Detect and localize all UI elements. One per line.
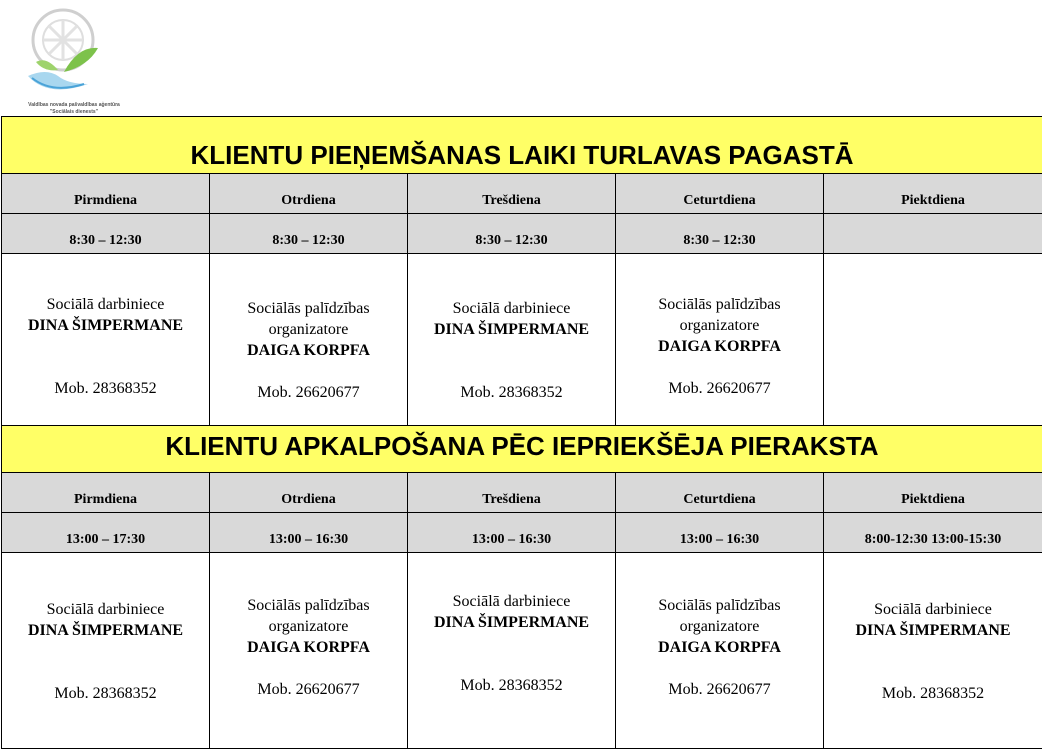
section1-day-cell <box>824 174 1042 213</box>
staff-cell <box>616 254 824 425</box>
staff-phone: Mob. 28368352 <box>460 677 563 694</box>
time-label: 13:00 – 16:30 <box>268 532 349 547</box>
staff-phone: Mob. 26620677 <box>257 681 360 698</box>
time-label: 8:00-12:30 13:00-15:30 <box>864 532 1002 547</box>
day-label: Trešdiena <box>482 193 541 208</box>
section1-day-cell <box>210 174 408 213</box>
section2-time-cell <box>2 513 210 552</box>
staff-name: DAIGA KORPFA <box>658 639 781 656</box>
staff-role-cont: organizatore <box>268 321 349 338</box>
section2-time-cell <box>408 513 616 552</box>
staff-name: DINA ŠIMPERMANE <box>27 317 184 334</box>
section1-times-row <box>2 213 1042 253</box>
staff-cell <box>408 553 616 748</box>
staff-name: DAIGA KORPFA <box>658 338 781 355</box>
logo-emblem-icon <box>18 6 122 102</box>
staff-phone: Mob. 26620677 <box>257 384 360 401</box>
staff-name: DINA ŠIMPERMANE <box>433 321 590 338</box>
logo-caption-line2: "Sociālais dienests" <box>49 109 99 115</box>
staff-role-cont: organizatore <box>679 317 760 334</box>
section1-time-cell <box>616 214 824 253</box>
staff-cell <box>210 254 408 425</box>
agency-logo <box>18 6 122 114</box>
staff-role: Sociālā darbiniece <box>874 601 992 618</box>
section2-title-band <box>2 425 1042 472</box>
staff-cell <box>210 553 408 748</box>
staff-role: Sociālā darbiniece <box>452 300 571 317</box>
section2-time-cell <box>824 513 1042 552</box>
staff-phone: Mob. 26620677 <box>668 681 771 698</box>
section2-days-row <box>2 472 1042 512</box>
staff-role: Sociālā darbiniece <box>46 601 165 618</box>
section1-time-cell <box>210 214 408 253</box>
section2-day-cell <box>2 473 210 512</box>
day-label: Ceturtdiena <box>683 193 756 208</box>
section1-title-band <box>2 116 1042 173</box>
staff-phone: Mob. 28368352 <box>460 384 563 401</box>
staff-phone: Mob. 26620677 <box>668 380 771 397</box>
staff-cell <box>2 553 210 748</box>
time-label: 13:00 – 16:30 <box>679 532 760 547</box>
time-label: 8:30 – 12:30 <box>475 233 548 248</box>
staff-cell-empty <box>824 254 1042 425</box>
staff-role: Sociālās palīdzības <box>247 597 370 614</box>
day-label: Otrdiena <box>281 492 336 507</box>
day-label: Otrdiena <box>281 193 336 208</box>
staff-role: Sociālā darbiniece <box>452 593 571 610</box>
section1-day-cell <box>616 174 824 213</box>
staff-phone: Mob. 28368352 <box>54 685 157 702</box>
day-label: Piektdiena <box>901 492 965 507</box>
section1-days-row <box>2 173 1042 213</box>
section2-staff-row <box>2 552 1042 748</box>
section2-time-cell <box>210 513 408 552</box>
staff-cell <box>2 254 210 425</box>
staff-name: DINA ŠIMPERMANE <box>433 614 590 631</box>
day-label: Pirmdiena <box>74 492 137 507</box>
staff-role: Sociālās palīdzības <box>658 296 781 313</box>
staff-name: DAIGA KORPFA <box>247 639 370 656</box>
day-label: Piektdiena <box>901 193 965 208</box>
staff-name: DINA ŠIMPERMANE <box>855 622 1011 639</box>
day-label: Ceturtdiena <box>683 492 756 507</box>
section2-times-row <box>2 512 1042 552</box>
section2-day-cell <box>616 473 824 512</box>
staff-phone: Mob. 28368352 <box>54 380 157 397</box>
staff-role: Sociālās palīdzības <box>658 597 781 614</box>
time-label: 8:30 – 12:30 <box>683 233 756 248</box>
section2-day-cell <box>408 473 616 512</box>
section1-day-cell <box>408 174 616 213</box>
time-label: 13:00 – 16:30 <box>471 532 552 547</box>
staff-name: DINA ŠIMPERMANE <box>27 622 184 639</box>
staff-role-cont: organizatore <box>679 618 760 635</box>
section1-staff-row <box>2 253 1042 425</box>
day-label: Trešdiena <box>482 492 541 507</box>
section2-day-cell <box>210 473 408 512</box>
time-label: 8:30 – 12:30 <box>272 233 345 248</box>
logo-caption-line1: Valdības novada pašvaldības aģentūra <box>28 102 120 108</box>
day-label: Pirmdiena <box>74 193 137 208</box>
section1-time-cell <box>2 214 210 253</box>
schedule-table <box>1 116 1042 749</box>
time-label: 13:00 – 17:30 <box>65 532 146 547</box>
section1-day-cell <box>2 174 210 213</box>
staff-cell <box>408 254 616 425</box>
section2-time-cell <box>616 513 824 552</box>
staff-cell <box>616 553 824 748</box>
staff-cell <box>824 553 1042 748</box>
time-label: 8:30 – 12:30 <box>69 233 142 248</box>
section1-title: KLIENTU PIEŅEMŠANAS LAIKI TURLAVAS PAGASTĀ <box>190 140 854 170</box>
section1-time-cell <box>824 214 1042 253</box>
staff-name: DAIGA KORPFA <box>247 342 370 359</box>
staff-phone: Mob. 28368352 <box>881 685 985 702</box>
section1-time-cell <box>408 214 616 253</box>
staff-role-cont: organizatore <box>268 618 349 635</box>
staff-role: Sociālā darbiniece <box>46 296 165 313</box>
section2-day-cell <box>824 473 1042 512</box>
section2-title: KLIENTU APKALPOŠANA PĒC IEPRIEKŠĒJA PIERAKSTA <box>165 431 879 461</box>
staff-role: Sociālās palīdzības <box>247 300 370 317</box>
